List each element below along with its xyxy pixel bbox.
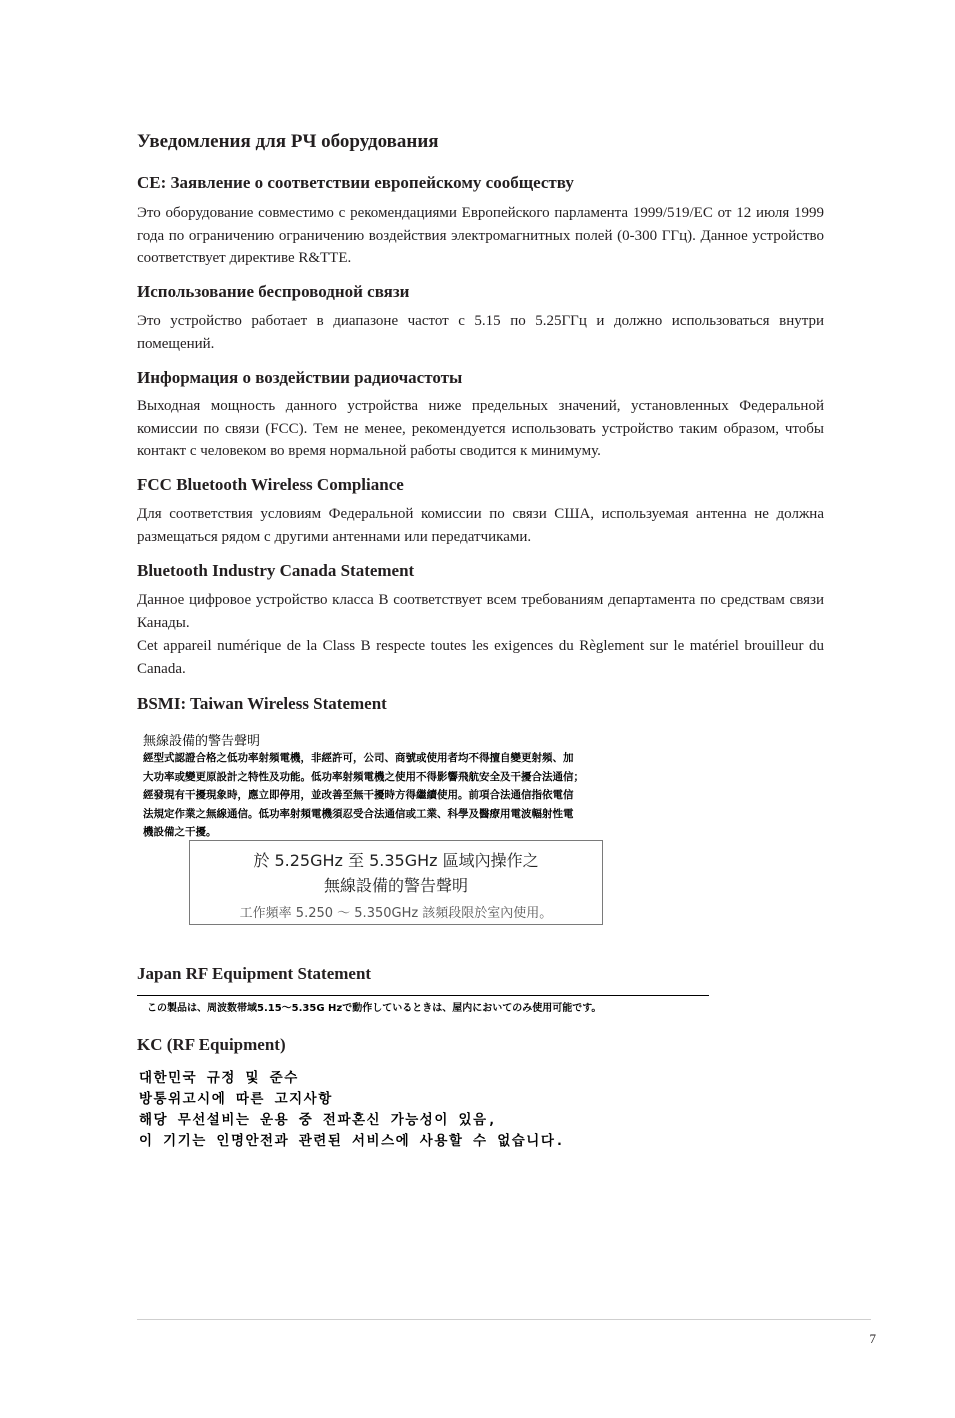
notice-line-2: 無線設備的警告聲明 xyxy=(323,876,468,895)
fcc-bluetooth-heading: FCC Bluetooth Wireless Compliance xyxy=(137,475,404,494)
fcc-bluetooth-paragraph: Для соответствия условиям Федеральной комиссии по связи США, используемая антенна не должна размещаться рядом с другими антеннами или передатчиками. xyxy=(137,506,824,545)
taiwan-line: 機設備之干擾。 xyxy=(143,826,217,838)
rf-exposure-heading: Информация о воздействии радиочастоты xyxy=(137,368,463,387)
page-number: 7 xyxy=(869,1331,876,1346)
japan-statement: この製品は、周波数帯域5.15～5.35G Hzで動作しているときは、屋内においてのみ使用可能です。 xyxy=(147,1003,602,1014)
korea-line: 해당 무선설비는 운용 중 전파혼신 가능성이 있음, xyxy=(139,1112,498,1128)
korea-line: 방통위고시에 따른 고지사항 xyxy=(139,1091,333,1107)
japan-divider xyxy=(137,995,709,996)
ce-heading: CE: Заявление о соответствии европейскому сообществу xyxy=(137,173,574,192)
taiwan-title: 無線設備的警告聲明 xyxy=(143,734,261,749)
page-title: Уведомления для РЧ оборудования xyxy=(137,131,439,152)
taiwan-line: 經型式認證合格之低功率射頻電機，非經許可，公司、商號或使用者均不得擅自變更射頻、加 xyxy=(143,752,574,764)
canada-paragraph-fr: Cet appareil numérique de la Class B respecte toutes les exigences du Règlement sur le matériel brouilleur du Canada. xyxy=(137,638,824,677)
taiwan-line: 經發現有干擾現象時，應立即停用，並改善至無干擾時方得繼續使用。前項合法通信指依電信 xyxy=(143,789,574,801)
kc-heading: KC (RF Equipment) xyxy=(137,1035,286,1054)
japan-heading: Japan RF Equipment Statement xyxy=(137,964,372,983)
korea-line: 대한민국 규정 및 준수 xyxy=(139,1070,299,1086)
korea-line: 이 기기는 인명안전과 관련된 서비스에 사용할 수 없습니다. xyxy=(139,1133,566,1149)
footer-divider xyxy=(137,1319,871,1320)
canada-paragraph-ru: Данное цифровое устройство класса B соответствует всем требованиям департамента по средствам связи Канады. xyxy=(137,592,824,631)
ce-paragraph: Это оборудование совместимо с рекомендациями Европейского парламента 1999/519/EC от 12 июля 1999 года по ограничению ограничению воздействия электромагнитных полей (0-300 ГГц). Данное устройство соответствует директиве R&TTE. xyxy=(137,205,824,266)
notice-line-1: 於 5.25GHz 至 5.35GHz 區域內操作之 xyxy=(253,851,539,870)
canada-heading: Bluetooth Industry Canada Statement xyxy=(137,561,415,580)
korea-statement xyxy=(139,1068,565,1152)
wireless-usage-paragraph: Это устройство работает в диапазоне частот с 5.15 по 5.25ГГц и должно использоваться внутри помещений. xyxy=(137,313,824,352)
taiwan-line: 大功率或變更原設計之特性及功能。低功率射頻電機之使用不得影響飛航安全及干擾合法通信； xyxy=(143,770,584,783)
rf-exposure-paragraph: Выходная мощность данного устройства ниже предельных значений, установленных Федеральной комиссии по связи (FCC). Тем не менее, рекомендуется использовать устройство таким образом, чтобы контакт с человеком во время нормальной работы сводится к минимуму. xyxy=(137,398,824,459)
wireless-usage-heading: Использование беспроводной связи xyxy=(137,282,410,301)
notice-line-3: 工作頻率 5.250 ～ 5.350GHz 該頻段限於室內使用。 xyxy=(239,906,553,921)
bsmi-heading: BSMI: Taiwan Wireless Statement xyxy=(137,694,387,713)
taiwan-statement xyxy=(143,749,683,842)
taiwan-line: 法規定作業之無線通信。低功率射頻電機須忍受合法通信或工業、科學及醫療用電波輻射性電 xyxy=(143,807,574,820)
taiwan-notice-box xyxy=(189,840,603,925)
